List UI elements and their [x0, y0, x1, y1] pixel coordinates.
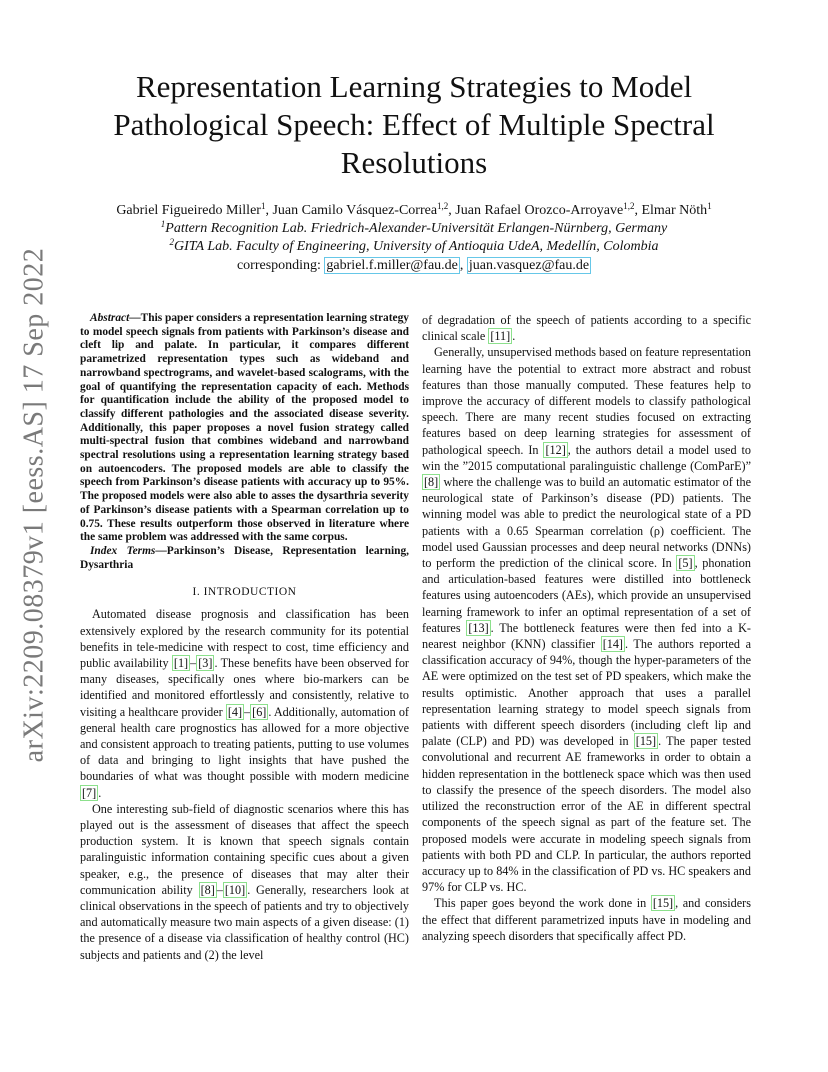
author-sep: ,: [634, 203, 642, 218]
author-sep: ,: [448, 203, 456, 218]
author-name: Juan Camilo Vásquez-Correa: [272, 203, 438, 218]
author-sep: ,: [265, 203, 273, 218]
index-terms-dash: —: [155, 544, 167, 557]
paragraph-text: . The paper tested convolutional and recurrent AE frameworks in order to obtain a hidden representation in the bottleneck space which was then used to classify the presence of the speech disorders. The model also utilized the reconstruction error of the AE in different spectral components of the speech signal as part of the feature set. The proposed models were accurate in modeling speech signals from patients with both PD and CLP. In particular, the authors reported accuracy up to 84% in the classification of PD vs. HC speakers and 97% for CLP vs. HC.: [422, 734, 751, 895]
affiliation-sup: 1: [160, 219, 166, 229]
affiliation-1: [70, 220, 758, 238]
paragraph-text: Generally, unsupervised methods based on feature representation learning have the potential to extract more abstract and robust features than those manually computed. These features help to improve the accuracy of different models to classify pathological speech. There are many recent studies focused on extracting features based on deep learning strategies for assessment of pathological speech. In: [422, 345, 751, 457]
citation-link[interactable]: [12]: [545, 442, 566, 457]
arxiv-identifier: arXiv:2209.08379v1 [eess.AS] 17 Sep 2022: [18, 247, 49, 763]
corresponding-label: corresponding:: [236, 258, 325, 273]
citation-link[interactable]: [3]: [198, 655, 213, 670]
citation-link[interactable]: [1]: [173, 655, 189, 670]
paragraph: [80, 606, 409, 800]
paragraph: [422, 895, 751, 944]
abstract-text: This paper considers a representation learning strategy to model speech signals from patients with Parkinson’s disease and cleft lip and palate. In particular, it compares different parametrized representation types such as wideband and narrowband spectrograms, and wavelet-based scalograms, with the goal of quantifying the representation capacity of each. Methods for quantification include the ability of the proposed model to classify different pathologies and the associated disease severity. Additionally, this paper proposes a novel fusion strategy called multi-spectral fusion that combines wideband and narrowband spectral resolutions using a representation learning strategy based on autoencoders. The proposed models are able to classify the speech from Parkinson’s disease patients with accuracy up to 95%. The proposed models were also able to asses the dysarthria severity of Parkinson’s disease patients with a Spearman correlation up to 0.75. These results outperform those observed in literature where the same problem was addressed with the same corpus.: [80, 312, 409, 544]
corresponding-line: [70, 256, 758, 275]
paragraph-text: –: [216, 882, 223, 897]
paragraph-text: –: [244, 704, 251, 719]
paragraph-text: .: [98, 785, 102, 800]
author-name: Gabriel Figueiredo Miller: [116, 203, 261, 218]
citation-link[interactable]: [11]: [490, 329, 511, 344]
paragraph: [80, 801, 409, 963]
index-terms-text: Parkinson’s Disease, Representation learning, Dysarthria: [80, 544, 409, 571]
paper-title: [70, 68, 758, 182]
citation-link[interactable]: [8]: [424, 475, 439, 490]
citation-link[interactable]: [15]: [635, 734, 657, 749]
paper-header: [70, 68, 758, 275]
right-column: [422, 312, 751, 944]
affiliation-2: [70, 238, 758, 256]
left-column: [80, 312, 409, 963]
author-sup: 1,2: [437, 201, 449, 211]
citation-link[interactable]: [15]: [652, 896, 674, 911]
citation-link[interactable]: [5]: [678, 556, 693, 571]
paragraph-text: . These benefits have been observed for many diseases, specifically ones where bio-markers can be identified and monitored effortlessly and consistently, relative to visiting a healthcare provider: [80, 655, 409, 719]
paragraph-text: . Additionally, automation of general health care prognostics has allowed for a more objective and consistent approach to treating patients, putting to use volumes of data and bringing to light insights that have pushed the boundaries of what was thought possible with modern medicine: [80, 704, 409, 784]
index-terms-label: Index Terms: [90, 544, 156, 557]
paragraph-text: . Generally, researchers look at clinical observations in the speech of patients and try to objectively and automatically measure two main aspects of a given disease: (1) the presence of a disease via classification of healthy control (HC) subjects and patients and (2) the level: [80, 882, 409, 962]
paragraph-text: Automated disease prognosis and classification has been extensively explored by the research community for its potential benefits in tele-medicine with respect to cost, time efficiency and public availability: [80, 607, 409, 670]
paragraph-text: –: [190, 655, 197, 670]
affiliation-text: Pattern Recognition Lab. Friedrich-Alexander-Universität Erlangen-Nürnberg, Germany: [165, 221, 668, 236]
title-line-1: Representation Learning Strategies to Model: [135, 69, 693, 104]
title-line-2: Pathological Speech: Effect of Multiple Spectral: [113, 107, 715, 142]
author-sup: 1: [260, 201, 266, 211]
citation-link[interactable]: [14]: [602, 637, 623, 652]
abstract-label: Abstract: [90, 312, 130, 324]
affiliation-sup: 2: [169, 237, 174, 247]
paragraph-text: .: [512, 329, 516, 344]
section-heading: I. INTRODUCTION: [192, 586, 297, 599]
author-sup: 1: [707, 201, 712, 211]
citation-link[interactable]: [7]: [82, 785, 97, 800]
paragraph-text: , the authors detail a model used to win the ”2015 computational paralinguistic challenge (ComParE)”: [422, 442, 751, 473]
paragraph: [422, 312, 751, 344]
abstract-dash: —: [129, 312, 141, 324]
paragraph-text: . The authors reported a classification accuracy of 94%, though the hyper-parameters of the AE were optimized on the test set of PD speakers, which make the results optimistic. Another approach that uses a parallel representation learning strategy to model speech signals from patients with different speech disorders (including cleft lip and palate (CLP) and PD) was developed in: [422, 637, 752, 749]
author-name: Juan Rafael Orozco-Arroyave: [455, 203, 624, 218]
index-terms: [80, 545, 409, 572]
author-list: [70, 202, 758, 220]
email-sep: ,: [459, 258, 467, 273]
paragraph: [422, 344, 751, 895]
affiliation-text: GITA Lab. Faculty of Engineering, University of Antioquia UdeA, Medellín, Colombia: [174, 239, 659, 254]
paragraph-text: , and considers the effect that different parametrized inputs have in modeling and analyzing speech disorders that specifically affect PD.: [422, 896, 751, 943]
citation-link[interactable]: [10]: [224, 882, 246, 897]
paragraph-text: , phonation and articulation-based features were distilled into bottleneck features using autoencoders (AEs), which provide an unsupervised learning framework to infer an optimal representation of a set of features: [422, 556, 751, 635]
paragraph-text: This paper goes beyond the work done in: [434, 896, 651, 911]
citation-link[interactable]: [4]: [227, 704, 243, 719]
abstract: [80, 312, 409, 545]
author-sup: 1,2: [623, 201, 635, 211]
paragraph-text: One interesting sub-field of diagnostic scenarios where this has played out is the assessment of diseases that affect the speech production system. It is known that speech signals contain paralinguistic information containing specific cues about a given speaker, e.g., the presence of diseases that may alter their communication ability: [80, 801, 409, 897]
citation-link[interactable]: [13]: [468, 620, 489, 635]
email-link-2[interactable]: juan.vasquez@fau.de: [468, 258, 590, 273]
citation-link[interactable]: [6]: [252, 704, 267, 719]
paragraph-text: of degradation of the speech of patients according to a specific clinical scale: [422, 313, 751, 344]
email-link-1[interactable]: gabriel.f.miller@fau.de: [326, 258, 458, 273]
title-line-3: Resolutions: [340, 145, 488, 180]
citation-link[interactable]: [8]: [200, 882, 215, 897]
author-name: Elmar Nöth: [641, 203, 708, 218]
paragraph-text: . The bottleneck features were then fed into a K-nearest neighbor (KNN) classifier: [422, 620, 751, 652]
arxiv-sidebar: [12, 247, 56, 763]
paragraph-text: where the challenge was to build an automatic estimator of the neurological state of Parkinson’s disease (PD) patients. The winning model was able to predict the neurological state of a PD patients with a 0.65 Spearman correlation (ρ) coefficient. The model used Gaussian processes and deep neural networks (DNNs) to perform the prediction of the clinical score. In: [422, 475, 751, 571]
